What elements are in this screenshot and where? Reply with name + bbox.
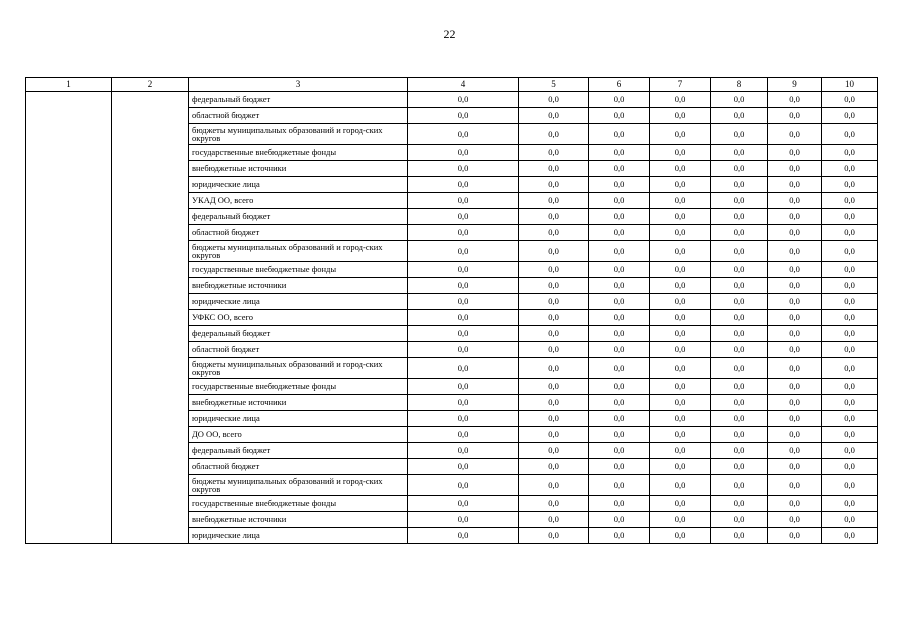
value-cell: 0,0 xyxy=(408,512,519,528)
column-header: 6 xyxy=(589,78,650,92)
value-cell: 0,0 xyxy=(768,528,822,544)
column-header: 8 xyxy=(711,78,768,92)
value-cell: 0,0 xyxy=(711,193,768,209)
row-label: областной бюджет xyxy=(189,225,408,241)
value-cell: 0,0 xyxy=(768,379,822,395)
value-cell: 0,0 xyxy=(768,145,822,161)
value-cell: 0,0 xyxy=(589,475,650,496)
value-cell: 0,0 xyxy=(589,108,650,124)
row-label: ДО ОО, всего xyxy=(189,427,408,443)
value-cell: 0,0 xyxy=(822,326,878,342)
value-cell: 0,0 xyxy=(650,443,711,459)
value-cell: 0,0 xyxy=(589,294,650,310)
value-cell: 0,0 xyxy=(768,225,822,241)
column-header: 1 xyxy=(26,78,112,92)
value-cell: 0,0 xyxy=(408,443,519,459)
value-cell: 0,0 xyxy=(822,225,878,241)
value-cell: 0,0 xyxy=(650,145,711,161)
value-cell: 0,0 xyxy=(519,358,589,379)
value-cell: 0,0 xyxy=(768,278,822,294)
value-cell: 0,0 xyxy=(589,358,650,379)
value-cell: 0,0 xyxy=(650,342,711,358)
value-cell: 0,0 xyxy=(650,326,711,342)
value-cell: 0,0 xyxy=(408,241,519,262)
value-cell: 0,0 xyxy=(589,225,650,241)
value-cell: 0,0 xyxy=(822,241,878,262)
value-cell: 0,0 xyxy=(768,512,822,528)
value-cell: 0,0 xyxy=(650,193,711,209)
value-cell: 0,0 xyxy=(711,177,768,193)
row-label: бюджеты муниципальных образований и город-ских округов xyxy=(189,475,408,496)
value-cell: 0,0 xyxy=(519,528,589,544)
value-cell: 0,0 xyxy=(768,161,822,177)
value-cell: 0,0 xyxy=(519,193,589,209)
value-cell: 0,0 xyxy=(711,496,768,512)
value-cell: 0,0 xyxy=(589,193,650,209)
value-cell: 0,0 xyxy=(519,512,589,528)
row-label: федеральный бюджет xyxy=(189,443,408,459)
value-cell: 0,0 xyxy=(711,326,768,342)
value-cell: 0,0 xyxy=(822,177,878,193)
value-cell: 0,0 xyxy=(822,310,878,326)
value-cell: 0,0 xyxy=(768,342,822,358)
row-label: юридические лица xyxy=(189,528,408,544)
value-cell: 0,0 xyxy=(408,177,519,193)
value-cell: 0,0 xyxy=(408,427,519,443)
value-cell: 0,0 xyxy=(408,225,519,241)
value-cell: 0,0 xyxy=(408,108,519,124)
value-cell: 0,0 xyxy=(822,124,878,145)
value-cell: 0,0 xyxy=(650,528,711,544)
value-cell: 0,0 xyxy=(519,278,589,294)
value-cell: 0,0 xyxy=(519,92,589,108)
value-cell: 0,0 xyxy=(711,108,768,124)
value-cell: 0,0 xyxy=(822,209,878,225)
value-cell: 0,0 xyxy=(408,496,519,512)
value-cell: 0,0 xyxy=(519,326,589,342)
row-label: федеральный бюджет xyxy=(189,326,408,342)
value-cell: 0,0 xyxy=(768,326,822,342)
value-cell: 0,0 xyxy=(408,193,519,209)
value-cell: 0,0 xyxy=(650,209,711,225)
value-cell: 0,0 xyxy=(822,193,878,209)
value-cell: 0,0 xyxy=(822,528,878,544)
value-cell: 0,0 xyxy=(711,342,768,358)
row-label: бюджеты муниципальных образований и город-ских округов xyxy=(189,124,408,145)
value-cell: 0,0 xyxy=(711,459,768,475)
value-cell: 0,0 xyxy=(519,427,589,443)
value-cell: 0,0 xyxy=(408,411,519,427)
value-cell: 0,0 xyxy=(768,427,822,443)
row-label: государственные внебюджетные фонды xyxy=(189,496,408,512)
value-cell: 0,0 xyxy=(408,92,519,108)
value-cell: 0,0 xyxy=(650,379,711,395)
value-cell: 0,0 xyxy=(768,459,822,475)
value-cell: 0,0 xyxy=(650,395,711,411)
value-cell: 0,0 xyxy=(408,145,519,161)
value-cell: 0,0 xyxy=(650,177,711,193)
blank-cell-col1 xyxy=(26,92,112,544)
value-cell: 0,0 xyxy=(711,92,768,108)
value-cell: 0,0 xyxy=(408,262,519,278)
blank-cell-col2 xyxy=(112,92,189,544)
row-label: бюджеты муниципальных образований и город-ских округов xyxy=(189,241,408,262)
value-cell: 0,0 xyxy=(589,459,650,475)
value-cell: 0,0 xyxy=(768,108,822,124)
value-cell: 0,0 xyxy=(711,358,768,379)
value-cell: 0,0 xyxy=(711,310,768,326)
value-cell: 0,0 xyxy=(822,459,878,475)
row-label: юридические лица xyxy=(189,411,408,427)
row-label: областной бюджет xyxy=(189,342,408,358)
value-cell: 0,0 xyxy=(650,278,711,294)
value-cell: 0,0 xyxy=(650,427,711,443)
value-cell: 0,0 xyxy=(822,108,878,124)
value-cell: 0,0 xyxy=(768,193,822,209)
value-cell: 0,0 xyxy=(711,161,768,177)
column-header: 5 xyxy=(519,78,589,92)
value-cell: 0,0 xyxy=(822,512,878,528)
table-body xyxy=(26,92,878,544)
value-cell: 0,0 xyxy=(711,294,768,310)
value-cell: 0,0 xyxy=(822,395,878,411)
value-cell: 0,0 xyxy=(519,342,589,358)
value-cell: 0,0 xyxy=(519,411,589,427)
value-cell: 0,0 xyxy=(822,161,878,177)
row-label: государственные внебюджетные фонды xyxy=(189,262,408,278)
value-cell: 0,0 xyxy=(768,395,822,411)
value-cell: 0,0 xyxy=(822,475,878,496)
value-cell: 0,0 xyxy=(408,326,519,342)
page-number: 22 xyxy=(443,27,456,41)
value-cell: 0,0 xyxy=(711,262,768,278)
value-cell: 0,0 xyxy=(768,496,822,512)
value-cell: 0,0 xyxy=(408,209,519,225)
value-cell: 0,0 xyxy=(711,427,768,443)
value-cell: 0,0 xyxy=(650,459,711,475)
value-cell: 0,0 xyxy=(822,443,878,459)
value-cell: 0,0 xyxy=(519,443,589,459)
value-cell: 0,0 xyxy=(822,379,878,395)
value-cell: 0,0 xyxy=(650,512,711,528)
column-header: 3 xyxy=(189,78,408,92)
value-cell: 0,0 xyxy=(711,278,768,294)
value-cell: 0,0 xyxy=(768,209,822,225)
value-cell: 0,0 xyxy=(768,358,822,379)
value-cell: 0,0 xyxy=(408,124,519,145)
value-cell: 0,0 xyxy=(589,342,650,358)
row-label: внебюджетные источники xyxy=(189,278,408,294)
value-cell: 0,0 xyxy=(711,124,768,145)
column-header: 9 xyxy=(768,78,822,92)
row-label: государственные внебюджетные фонды xyxy=(189,145,408,161)
value-cell: 0,0 xyxy=(408,395,519,411)
value-cell: 0,0 xyxy=(589,161,650,177)
value-cell: 0,0 xyxy=(519,145,589,161)
value-cell: 0,0 xyxy=(711,395,768,411)
value-cell: 0,0 xyxy=(589,427,650,443)
value-cell: 0,0 xyxy=(519,459,589,475)
value-cell: 0,0 xyxy=(711,145,768,161)
value-cell: 0,0 xyxy=(711,241,768,262)
row-label: областной бюджет xyxy=(189,108,408,124)
row-label: государственные внебюджетные фонды xyxy=(189,379,408,395)
value-cell: 0,0 xyxy=(650,92,711,108)
value-cell: 0,0 xyxy=(650,241,711,262)
value-cell: 0,0 xyxy=(408,310,519,326)
value-cell: 0,0 xyxy=(768,262,822,278)
value-cell: 0,0 xyxy=(650,225,711,241)
row-label: внебюджетные источники xyxy=(189,512,408,528)
value-cell: 0,0 xyxy=(822,294,878,310)
value-cell: 0,0 xyxy=(408,161,519,177)
value-cell: 0,0 xyxy=(519,124,589,145)
value-cell: 0,0 xyxy=(408,459,519,475)
value-cell: 0,0 xyxy=(711,443,768,459)
value-cell: 0,0 xyxy=(650,310,711,326)
value-cell: 0,0 xyxy=(822,427,878,443)
value-cell: 0,0 xyxy=(589,411,650,427)
value-cell: 0,0 xyxy=(711,411,768,427)
value-cell: 0,0 xyxy=(711,225,768,241)
value-cell: 0,0 xyxy=(822,411,878,427)
value-cell: 0,0 xyxy=(650,294,711,310)
value-cell: 0,0 xyxy=(519,177,589,193)
value-cell: 0,0 xyxy=(711,512,768,528)
value-cell: 0,0 xyxy=(650,411,711,427)
value-cell: 0,0 xyxy=(650,124,711,145)
value-cell: 0,0 xyxy=(768,310,822,326)
value-cell: 0,0 xyxy=(408,342,519,358)
value-cell: 0,0 xyxy=(589,326,650,342)
value-cell: 0,0 xyxy=(589,512,650,528)
column-header: 4 xyxy=(408,78,519,92)
value-cell: 0,0 xyxy=(589,262,650,278)
value-cell: 0,0 xyxy=(408,358,519,379)
row-label: областной бюджет xyxy=(189,459,408,475)
value-cell: 0,0 xyxy=(822,358,878,379)
value-cell: 0,0 xyxy=(519,108,589,124)
row-label: внебюджетные источники xyxy=(189,395,408,411)
value-cell: 0,0 xyxy=(519,475,589,496)
value-cell: 0,0 xyxy=(650,475,711,496)
value-cell: 0,0 xyxy=(408,379,519,395)
value-cell: 0,0 xyxy=(822,145,878,161)
value-cell: 0,0 xyxy=(650,108,711,124)
value-cell: 0,0 xyxy=(589,278,650,294)
row-label: юридические лица xyxy=(189,294,408,310)
value-cell: 0,0 xyxy=(711,209,768,225)
value-cell: 0,0 xyxy=(519,294,589,310)
value-cell: 0,0 xyxy=(822,342,878,358)
value-cell: 0,0 xyxy=(519,209,589,225)
value-cell: 0,0 xyxy=(589,209,650,225)
value-cell: 0,0 xyxy=(822,262,878,278)
value-cell: 0,0 xyxy=(589,92,650,108)
value-cell: 0,0 xyxy=(711,475,768,496)
column-header: 10 xyxy=(822,78,878,92)
value-cell: 0,0 xyxy=(768,294,822,310)
column-header: 2 xyxy=(112,78,189,92)
value-cell: 0,0 xyxy=(768,443,822,459)
value-cell: 0,0 xyxy=(589,528,650,544)
value-cell: 0,0 xyxy=(519,496,589,512)
row-label: бюджеты муниципальных образований и город-ских округов xyxy=(189,358,408,379)
value-cell: 0,0 xyxy=(711,379,768,395)
value-cell: 0,0 xyxy=(768,411,822,427)
value-cell: 0,0 xyxy=(589,395,650,411)
value-cell: 0,0 xyxy=(650,262,711,278)
row-label: федеральный бюджет xyxy=(189,209,408,225)
value-cell: 0,0 xyxy=(768,241,822,262)
row-label: УФКС ОО, всего xyxy=(189,310,408,326)
table-row xyxy=(26,92,878,108)
value-cell: 0,0 xyxy=(408,475,519,496)
value-cell: 0,0 xyxy=(589,310,650,326)
value-cell: 0,0 xyxy=(822,496,878,512)
row-label: внебюджетные источники xyxy=(189,161,408,177)
value-cell: 0,0 xyxy=(650,161,711,177)
column-header: 7 xyxy=(650,78,711,92)
value-cell: 0,0 xyxy=(822,278,878,294)
value-cell: 0,0 xyxy=(519,310,589,326)
value-cell: 0,0 xyxy=(650,496,711,512)
value-cell: 0,0 xyxy=(650,358,711,379)
value-cell: 0,0 xyxy=(589,177,650,193)
row-label: юридические лица xyxy=(189,177,408,193)
value-cell: 0,0 xyxy=(519,262,589,278)
value-cell: 0,0 xyxy=(768,475,822,496)
value-cell: 0,0 xyxy=(768,124,822,145)
value-cell: 0,0 xyxy=(408,294,519,310)
value-cell: 0,0 xyxy=(589,379,650,395)
value-cell: 0,0 xyxy=(589,496,650,512)
value-cell: 0,0 xyxy=(768,177,822,193)
value-cell: 0,0 xyxy=(589,241,650,262)
value-cell: 0,0 xyxy=(589,124,650,145)
row-label: УКАД ОО, всего xyxy=(189,193,408,209)
budget-table xyxy=(25,77,878,544)
value-cell: 0,0 xyxy=(519,241,589,262)
value-cell: 0,0 xyxy=(711,528,768,544)
value-cell: 0,0 xyxy=(822,92,878,108)
value-cell: 0,0 xyxy=(519,379,589,395)
value-cell: 0,0 xyxy=(519,161,589,177)
value-cell: 0,0 xyxy=(408,528,519,544)
value-cell: 0,0 xyxy=(589,145,650,161)
value-cell: 0,0 xyxy=(519,225,589,241)
header-row xyxy=(26,78,878,92)
value-cell: 0,0 xyxy=(408,278,519,294)
row-label: федеральный бюджет xyxy=(189,92,408,108)
value-cell: 0,0 xyxy=(768,92,822,108)
value-cell: 0,0 xyxy=(589,443,650,459)
value-cell: 0,0 xyxy=(519,395,589,411)
